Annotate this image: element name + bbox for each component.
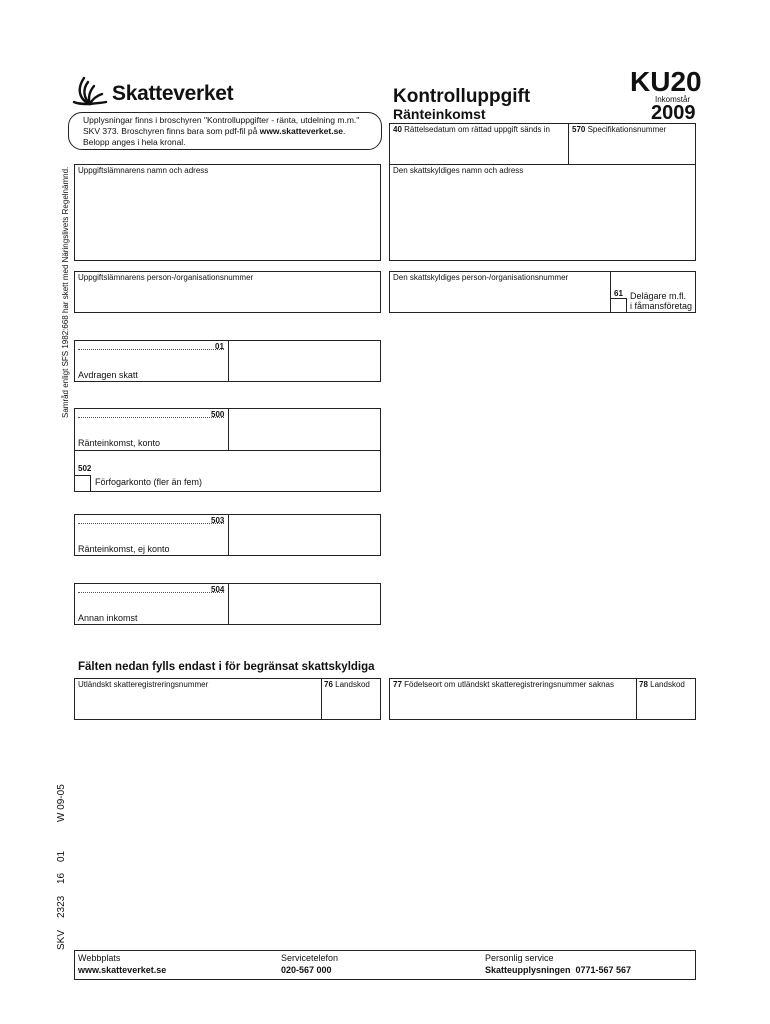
field-61-code: 61 bbox=[614, 289, 623, 298]
side-legal-text: Samråd enligt SFS 1982:668 har skett med Näringslivets Regelnämnd. bbox=[61, 166, 70, 418]
field-76-input[interactable] bbox=[322, 690, 380, 719]
form-id-skv: SKV bbox=[56, 929, 67, 950]
field-78-label: 78 Landskod bbox=[639, 680, 685, 689]
taxpayer-name-label: Den skattskyldiges namn och adress bbox=[393, 166, 524, 175]
field-503-label: Ränteinkomst, ej konto bbox=[78, 544, 170, 554]
skatteverket-logo bbox=[72, 74, 232, 110]
field-570-input[interactable] bbox=[569, 135, 695, 164]
logo-mark-icon bbox=[72, 74, 108, 108]
info-line-2: SKV 373. Broschyren finns bara som pdf-fil på www.skatteverket.se. bbox=[83, 126, 346, 136]
field-77-input[interactable] bbox=[390, 690, 635, 719]
field-01-label: Avdragen skatt bbox=[78, 370, 138, 380]
field-61-label-1: Delägare m.fl. bbox=[630, 291, 687, 301]
payer-name-label: Uppgiftslämnarens namn och adress bbox=[78, 166, 209, 175]
form-id-ver: W 09-05 bbox=[56, 784, 67, 822]
form-id-01: 01 bbox=[56, 850, 67, 862]
payer-id-label: Uppgiftslämnarens person-/organisationsnummer bbox=[78, 273, 254, 282]
field-40-input[interactable] bbox=[390, 135, 567, 164]
field-500-input[interactable] bbox=[229, 409, 380, 449]
form-code: KU20 bbox=[630, 66, 702, 97]
field-502-checkbox[interactable] bbox=[74, 475, 91, 492]
income-year-label: Inkomstår bbox=[655, 95, 691, 104]
field-76-label: 76 Landskod bbox=[324, 680, 370, 689]
field-504-code: 504 bbox=[211, 585, 225, 594]
page-subtitle: Ränteinkomst bbox=[393, 106, 486, 122]
field-504-label: Annan inkomst bbox=[78, 613, 138, 623]
income-year: 2009 bbox=[651, 102, 696, 124]
footer-phone-label: Servicetelefon bbox=[281, 953, 339, 963]
footer-web-label: Webbplats bbox=[78, 953, 121, 963]
field-500-code: 500 bbox=[211, 410, 225, 419]
info-line-3: Belopp anges i hela kronal. bbox=[83, 137, 186, 147]
field-503-input[interactable] bbox=[229, 515, 380, 555]
info-box bbox=[68, 112, 382, 150]
field-01-code: 01 bbox=[215, 342, 224, 351]
field-78-input[interactable] bbox=[637, 690, 695, 719]
footer-phone-value: 020-567 000 bbox=[281, 965, 332, 975]
field-01-input[interactable] bbox=[229, 341, 380, 381]
limited-heading: Fälten nedan fylls endast i för begränsat skattskyldiga bbox=[78, 661, 375, 673]
info-line-1: Upplysningar finns i broschyren "Kontrolluppgifter - ränta, utdelning m.m." bbox=[83, 115, 360, 125]
page-title: Kontrolluppgift bbox=[393, 86, 531, 107]
field-61-checkbox[interactable] bbox=[610, 298, 627, 313]
footer-web-value[interactable]: www.skatteverket.se bbox=[78, 965, 167, 975]
info-url[interactable]: www.skatteverket.se bbox=[259, 126, 344, 136]
form-id-16: 16 bbox=[56, 872, 67, 884]
field-570-label: 570 Specifikationsnummer bbox=[572, 125, 667, 134]
field-504-input[interactable] bbox=[229, 584, 380, 624]
footer-personal-value: Skatteupplysningen 0771-567 567 bbox=[485, 965, 632, 975]
form-id-num: 2323 bbox=[56, 895, 67, 918]
field-502-code: 502 bbox=[78, 464, 92, 473]
field-502-label: Förfogarkonto (fler än fem) bbox=[95, 477, 203, 487]
taxpayer-name-field[interactable] bbox=[389, 164, 696, 261]
taxpayer-id-label: Den skattskyldiges person-/organisationsnummer bbox=[393, 273, 569, 282]
field-500-label: Ränteinkomst, konto bbox=[78, 438, 161, 448]
foreign-reg-label: Utländskt skatteregistreringsnummer bbox=[78, 680, 209, 689]
field-61-label-2: i fåmansföretag bbox=[630, 301, 693, 311]
field-503-code: 503 bbox=[211, 516, 225, 525]
footer-personal-label: Personlig service bbox=[485, 953, 554, 963]
field-40-label: 40 Rättelsedatum om rättad uppgift sänds in bbox=[393, 125, 550, 134]
logo-text: Skatteverket bbox=[112, 82, 234, 105]
payer-name-field[interactable] bbox=[74, 164, 381, 261]
foreign-reg-input[interactable] bbox=[75, 690, 320, 719]
field-77-label: 77 Födelseort om utländskt skatteregistreringsnummer saknas bbox=[393, 680, 615, 689]
